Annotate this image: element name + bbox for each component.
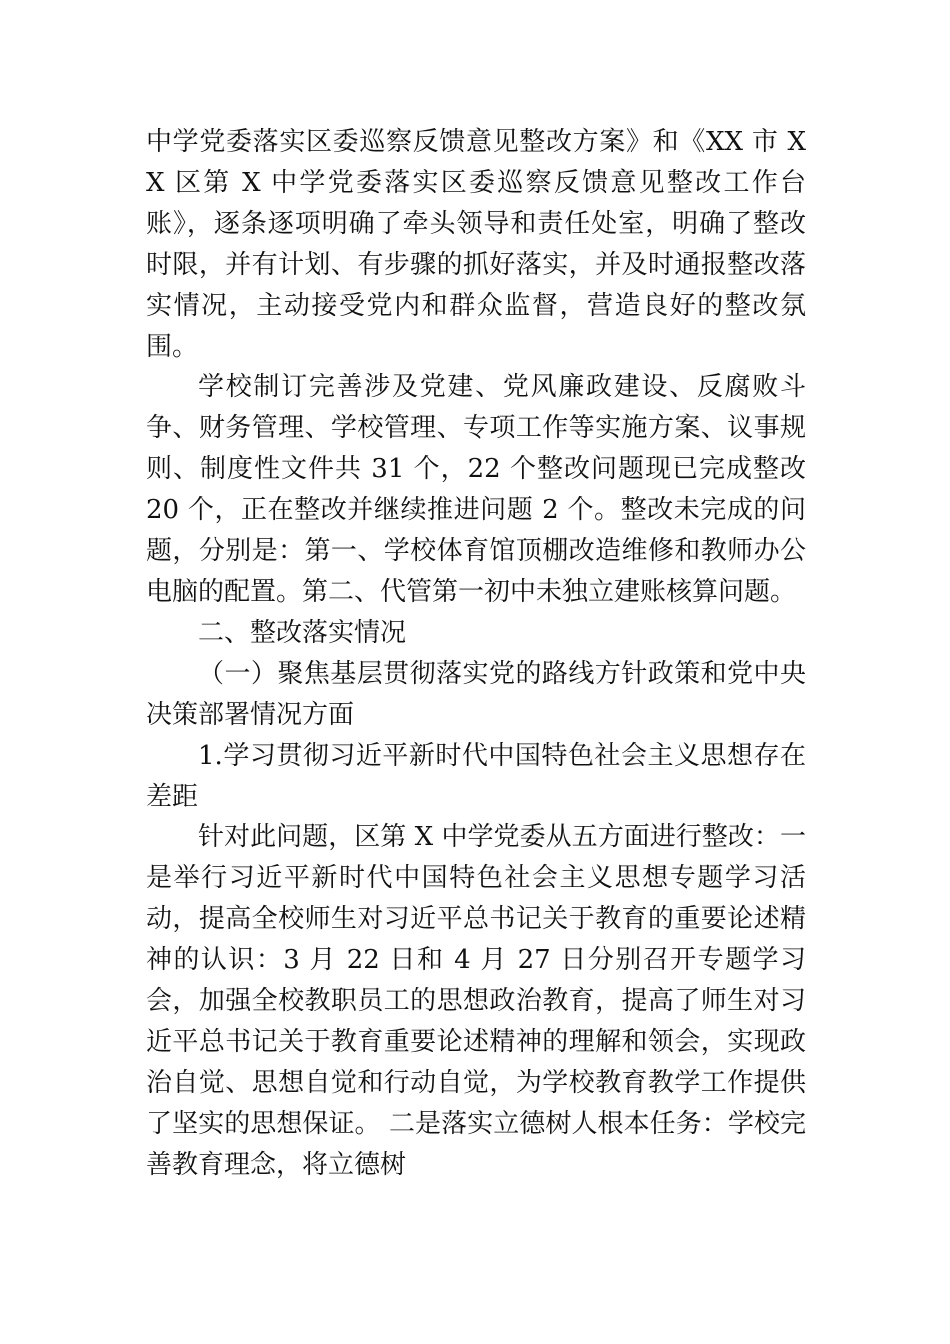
document-body <box>146 122 806 1186</box>
item-heading: 1.学习贯彻习近平新时代中国特色社会主义思想存在差距 <box>146 740 806 812</box>
paragraph-rectification-summary: 学校制订完善涉及党建、党风廉政建设、反腐败斗争、财务管理、学校管理、专项工作等实施方案、议事规则、制度性文件共 31 个，22 个整改问题现已完成整改 20 个，正在整改并继续推进问题 2 个。整改未完成的问题，分别是：第一、学校体育馆顶棚改造维修和教师办公电脑的配置。第二、代管第一初中未独立建账核算问题。 <box>146 372 806 607</box>
section-heading: 二、整改落实情况 <box>198 617 407 648</box>
paragraph-measures: 针对此问题，区第 X 中学党委从五方面进行整改：一是举行习近平新时代中国特色社会主义思想专题学习活动，提高全校师生对习近平总书记关于教育的重要论述精神的认识：3 月 22 日和 4 月 27 日分别召开专题学习会，加强全校教职员工的思想政治教育，提高了师生对习近平总书记关于教育重要论述精神的理解和领会，实现政治自觉、思想自觉和行动自觉，为学校教育教学工作提供了坚实的思想保证。 二是落实立德树人根本任务：学校完善教育理念，将立德树 <box>146 822 806 1180</box>
subsection-heading: （一）聚焦基层贯彻落实党的路线方针政策和党中央决策部署情况方面 <box>146 658 806 730</box>
paragraph-continuation: 中学党委落实区委巡察反馈意见整改方案》和《XX 市 XX 区第 X 中学党委落实区委巡察反馈意见整改工作台账》，逐条逐项明确了牵头领导和责任处室，明确了整改时限，并有计划、有步骤的抓好落实，并及时通报整改落实情况，主动接受党内和群众监督，营造良好的整改氛围。 <box>146 127 806 362</box>
